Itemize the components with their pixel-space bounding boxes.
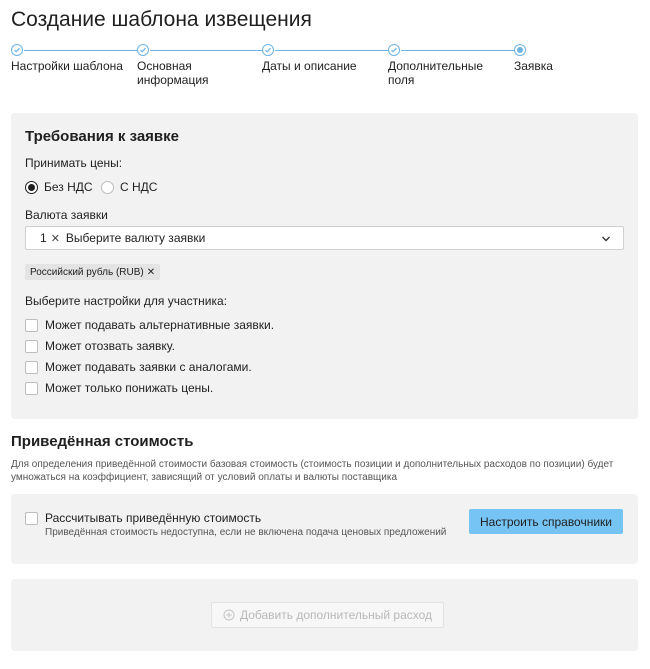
step-label: Даты и описание bbox=[262, 59, 357, 73]
chip-label: Российский рубль (RUB) bbox=[30, 266, 144, 278]
page-title: Создание шаблона извещения bbox=[11, 8, 312, 31]
option-analog-bids[interactable] bbox=[25, 360, 252, 374]
option-label: Может подавать альтернативные заявки. bbox=[45, 318, 275, 332]
check-icon bbox=[262, 44, 274, 56]
checkbox-icon[interactable] bbox=[25, 319, 38, 332]
selected-count: 1 bbox=[40, 231, 47, 245]
check-icon bbox=[137, 44, 149, 56]
option-label: Может отозвать заявку. bbox=[45, 339, 175, 353]
participant-settings-label: Выберите настройки для участника: bbox=[25, 294, 228, 308]
chip-remove-icon[interactable]: ✕ bbox=[146, 266, 156, 278]
extra-expense-panel bbox=[11, 579, 638, 651]
requirements-title: Требования к заявке bbox=[25, 128, 179, 145]
checkbox-icon[interactable] bbox=[25, 382, 38, 395]
step-connector bbox=[24, 50, 137, 51]
prices-label: Принимать цены: bbox=[25, 156, 123, 170]
currency-placeholder: Выберите валюту заявки bbox=[65, 231, 206, 245]
option-lower-prices-only[interactable] bbox=[25, 381, 213, 395]
checkbox-icon[interactable] bbox=[25, 340, 38, 353]
radio-label: Без НДС bbox=[44, 180, 93, 194]
checkbox-icon[interactable] bbox=[25, 361, 38, 374]
step-label: Дополнительные поля bbox=[388, 59, 483, 87]
step-label: Заявка bbox=[514, 59, 553, 73]
radio-label: С НДС bbox=[120, 180, 158, 194]
radio-unchecked-icon bbox=[101, 181, 114, 194]
calculate-reduced-cost[interactable] bbox=[25, 511, 261, 525]
step-connector bbox=[401, 50, 515, 51]
check-icon bbox=[388, 44, 400, 56]
currency-label: Валюта заявки bbox=[25, 208, 108, 222]
add-extra-expense-label: Добавить дополнительный расход bbox=[239, 608, 433, 622]
step-connector bbox=[275, 50, 389, 51]
chevron-down-icon bbox=[601, 234, 611, 244]
clear-selection-icon[interactable]: ✕ bbox=[50, 232, 60, 245]
stepper bbox=[0, 42, 650, 92]
option-alternative-bids[interactable] bbox=[25, 318, 274, 332]
option-label: Может только понижать цены. bbox=[45, 381, 214, 395]
checkbox-icon[interactable] bbox=[25, 512, 38, 525]
plus-circle-icon bbox=[223, 609, 235, 621]
check-icon bbox=[11, 44, 23, 56]
requirements-panel bbox=[11, 113, 638, 419]
radio-vat[interactable] bbox=[101, 180, 157, 194]
currency-chip bbox=[25, 264, 160, 280]
configure-references-button[interactable]: Настроить справочники bbox=[469, 509, 623, 534]
radio-checked-icon bbox=[25, 181, 38, 194]
add-extra-expense-button[interactable] bbox=[211, 602, 444, 628]
reduced-cost-description: Для определения приведённой стоимости базовая стоимость (стоимость позиции и дополнительных расходов по позиции) будет умножаться на коэффициент, зависящий от условий оплаты и валюты поставщика bbox=[11, 459, 614, 483]
step-connector bbox=[150, 50, 263, 51]
radio-no-vat[interactable] bbox=[25, 180, 93, 194]
reduced-cost-note: Приведённая стоимость недоступна, если не включена подача ценовых предложений bbox=[45, 527, 447, 538]
option-withdraw-bid[interactable] bbox=[25, 339, 175, 353]
currency-select[interactable] bbox=[25, 226, 624, 250]
checkbox-label: Рассчитывать приведённую стоимость bbox=[45, 511, 262, 525]
reduced-cost-title: Приведённая стоимость bbox=[11, 433, 194, 450]
option-label: Может подавать заявки с аналогами. bbox=[45, 360, 252, 374]
step-label: Настройки шаблона bbox=[11, 59, 123, 73]
step-label: Основная информация bbox=[137, 59, 209, 87]
reduced-cost-panel bbox=[11, 494, 638, 564]
current-step-icon bbox=[514, 44, 526, 56]
